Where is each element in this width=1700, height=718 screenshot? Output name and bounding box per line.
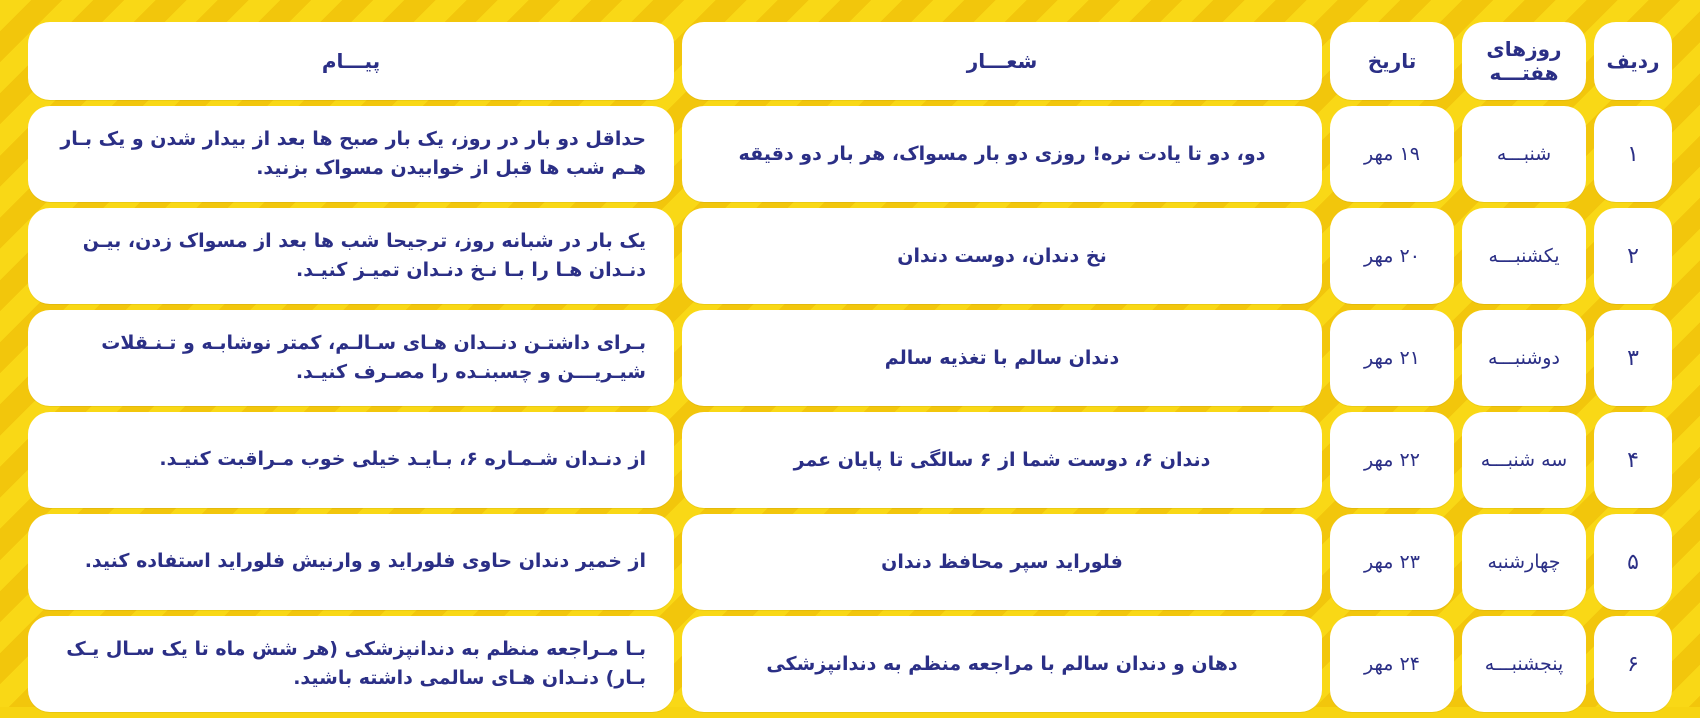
row-weekday: چهارشنبه bbox=[1462, 514, 1586, 610]
row-message: بـا مـراجعه منظم به دندانپزشکی (هر شش ماه تا یک سـال یـک بـار) دنـدان هـای سالمی داشته باشید. bbox=[28, 616, 674, 712]
row-message: از دنـدان شـمـاره ۶، بـایـد خیلی خوب مـراقبت کنیـد. bbox=[28, 412, 674, 508]
row-number: ۴ bbox=[1594, 412, 1672, 508]
row-weekday: شنبـــه bbox=[1462, 106, 1586, 202]
row-slogan: دندان ۶، دوست شما از ۶ سالگی تا پایان عمر bbox=[682, 412, 1322, 508]
row-number: ۱ bbox=[1594, 106, 1672, 202]
schedule-table bbox=[20, 16, 1680, 718]
row-slogan: نخ دندان، دوست دندان bbox=[682, 208, 1322, 304]
row-message: حداقل دو بار در روز، یک بار صبح ها بعد از بیدار شدن و یک بـار هـم شب ها قبل از خوابیدن مسواک بزنید. bbox=[28, 106, 674, 202]
row-weekday: پنجشنبـــه bbox=[1462, 616, 1586, 712]
table-row bbox=[28, 412, 1672, 508]
row-weekday: یکشنبـــه bbox=[1462, 208, 1586, 304]
row-number: ۲ bbox=[1594, 208, 1672, 304]
table-row bbox=[28, 514, 1672, 610]
row-slogan: دهان و دندان سالم با مراجعه منظم به دندانپزشکی bbox=[682, 616, 1322, 712]
row-date: ۲۴ مهر bbox=[1330, 616, 1454, 712]
row-slogan: دو، دو تا یادت نره! روزی دو بار مسواک، هر بار دو دقیقه bbox=[682, 106, 1322, 202]
header-slogan: شعـــار bbox=[682, 22, 1322, 100]
row-number: ۵ bbox=[1594, 514, 1672, 610]
row-message: بـرای داشتـن دنــدان هـای سـالـم، کمتر نوشابـه و تـنـقلات شیـریـــن و چسبنـده را مصـرف کنیـد. bbox=[28, 310, 674, 406]
header-row-number: ردیف bbox=[1594, 22, 1672, 100]
row-date: ۲۲ مهر bbox=[1330, 412, 1454, 508]
row-weekday: سه شنبـــه bbox=[1462, 412, 1586, 508]
row-slogan: فلوراید سپر محافظ دندان bbox=[682, 514, 1322, 610]
table-row bbox=[28, 310, 1672, 406]
schedule-table-container bbox=[20, 16, 1680, 691]
row-number: ۶ bbox=[1594, 616, 1672, 712]
header-date: تاریخ bbox=[1330, 22, 1454, 100]
header-weekday: روزهای هفتـــه bbox=[1462, 22, 1586, 100]
row-weekday: دوشنبـــه bbox=[1462, 310, 1586, 406]
row-slogan: دندان سالم با تغذیه سالم bbox=[682, 310, 1322, 406]
row-date: ۲۰ مهر bbox=[1330, 208, 1454, 304]
row-message: از خمیر دندان حاوی فلوراید و وارنیش فلوراید استفاده کنید. bbox=[28, 514, 674, 610]
row-date: ۲۳ مهر bbox=[1330, 514, 1454, 610]
row-date: ۱۹ مهر bbox=[1330, 106, 1454, 202]
row-date: ۲۱ مهر bbox=[1330, 310, 1454, 406]
table-row bbox=[28, 106, 1672, 202]
table-row bbox=[28, 616, 1672, 712]
header-message: پیـــام bbox=[28, 22, 674, 100]
row-number: ۳ bbox=[1594, 310, 1672, 406]
table-row bbox=[28, 208, 1672, 304]
header-row bbox=[28, 22, 1672, 100]
row-message: یک بار در شبانه روز، ترجیحا شب ها بعد از مسواک زدن، بیـن دنـدان هـا را بـا نـخ دنـدان تمیـز کنیـد. bbox=[28, 208, 674, 304]
